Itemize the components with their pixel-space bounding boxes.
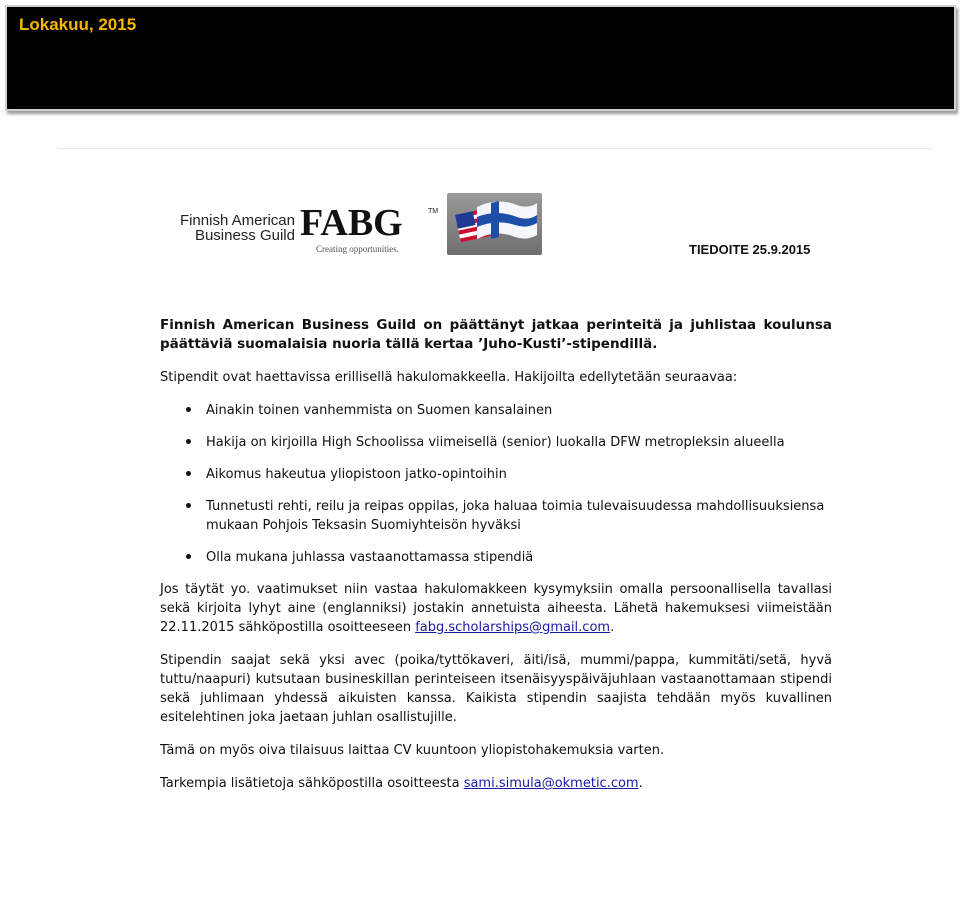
- list-item: Aikomus hakeutua yliopistoon jatko-opintoihin: [206, 465, 832, 484]
- cv-paragraph: Tämä on myös oiva tilaisuus laittaa CV kuuntoon yliopistohakemuksia varten.: [160, 743, 665, 758]
- logo-tagline: Creating opportunities.: [316, 244, 399, 254]
- logo-line-1: Finnish American: [179, 212, 295, 229]
- contact-paragraph: [160, 774, 832, 793]
- fabg-logo-text: [160, 213, 295, 243]
- logo-line-2: Business Guild: [194, 227, 295, 244]
- recipients-paragraph: Stipendin saajat sekä yksi avec (poika/tyttökaveri, äiti/isä, mummi/pappa, kummitäti/setä, hyvä tuttu/naapuri) kutsutaan busineskillan perinteiseen itsenäisyyspäiväjuhlaan vastaanottamaan stipendi sekä juhlimaan yhdessä aikuisten kanssa. Kaikista stipendin saajista tehdään myös kuvallinen esitelehtinen joka jaetaan juhlan osallistujille.: [160, 653, 832, 725]
- fabg-logo-mark: FABG: [300, 202, 403, 244]
- list-item: Ainakin toinen vanhemmista on Suomen kansalainen: [206, 401, 832, 420]
- finland-usa-flag-icon: [447, 193, 542, 255]
- document-body: [160, 316, 832, 807]
- notice-date: TIEDOITE 25.9.2015: [689, 242, 811, 257]
- list-item: Tunnetusti rehti, reilu ja reipas oppilas, joka haluaa toimia tulevaisuudessa mahdollisuuksiensa mukaan Pohjois Teksasin Suomiyhteisön hyväksi: [206, 497, 832, 535]
- divider: [58, 148, 932, 149]
- application-paragraph: [160, 580, 832, 637]
- trademark-symbol: TM: [428, 208, 439, 215]
- application-text: Jos täytät yo. vaatimukset niin vastaa hakulomakkeen kysymyksiin omalla persoonallisella tavallasi sekä kirjoita lyhyt aine (englanniksi) jostakin annetuista aiheesta. Lähetä hakemuksesi viimeistään 22.11.2015 sähköpostilla osoitteeseen: [160, 582, 832, 635]
- application-end: .: [610, 620, 615, 635]
- contact-email-link[interactable]: sami.simula@okmetic.com: [463, 776, 639, 791]
- intro-paragraph: Stipendit ovat haettavissa erillisellä hakulomakkeella. Hakijoilta edellytetään seuraavaa:: [160, 370, 738, 385]
- contact-text: Tarkempia lisätietoja sähköpostilla osoitteesta: [160, 776, 464, 791]
- contact-end: .: [638, 776, 643, 791]
- lead-paragraph: Finnish American Business Guild on päättänyt jatkaa perinteitä ja juhlistaa koulunsa päättäviä suomalaisia nuoria tällä kertaa ’Juho-Kusti’-stipendillä.: [160, 317, 832, 352]
- scholarship-email-link[interactable]: fabg.scholarships@gmail.com: [415, 620, 611, 635]
- page-title: Lokakuu, 2015: [19, 15, 137, 34]
- requirements-list: [160, 401, 832, 567]
- list-item: Hakija on kirjoilla High Schoolissa viimeisellä (senior) luokalla DFW metropleksin alueella: [206, 433, 832, 452]
- header-banner: [5, 5, 956, 111]
- list-item: Olla mukana juhlassa vastaanottamassa stipendiä: [206, 548, 832, 567]
